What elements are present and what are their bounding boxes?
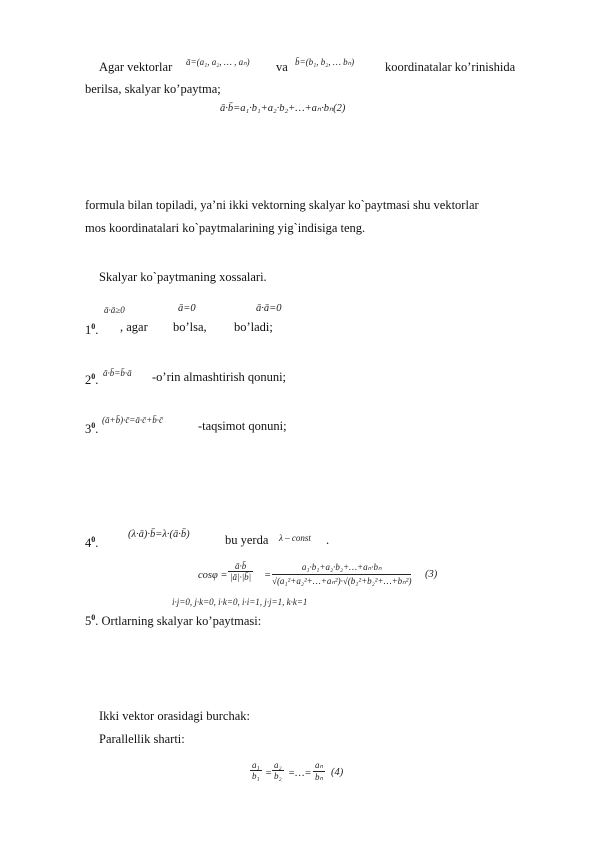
- prop2-number: $2^0$.: [85, 372, 99, 387]
- prop1-agar: , agar: [120, 320, 148, 334]
- prop4-number: $4^0$.: [85, 535, 99, 550]
- cos-formula-fraction2: [272, 562, 411, 587]
- formula-explanation-line1: formula bilan topiladi, ya’ni ikki vektorning skalyar ko`paytmasi shu vektorlar: [85, 198, 479, 212]
- parallel-fraction1-numerator: a₁: [252, 760, 260, 770]
- intro-text-suffix: koordinatalar ko’rinishida: [385, 60, 516, 74]
- parallel-fraction3-numerator: aₙ: [315, 760, 324, 770]
- parallel-fraction1: [250, 760, 262, 781]
- prop3-number-value: 3: [85, 422, 92, 436]
- prop4-bu-yerda: bu yerda: [225, 533, 269, 547]
- prop1-number: $1^0$.: [85, 322, 99, 337]
- prop4-period: .: [326, 533, 330, 547]
- parallel-formula-tag: (4): [331, 767, 344, 778]
- vector-a-coordinates: ā=(a₁, a₂, … , aₙ): [186, 57, 250, 67]
- prop2-number-value: 2: [85, 373, 92, 387]
- prop3-formula: (ā+b̄)·c̄=ā·c̄+b̄·c̄: [102, 415, 163, 425]
- cos-formula-tag: (3): [425, 569, 438, 580]
- angle-heading: Ikki vektor orasidagi burchak:: [99, 709, 250, 723]
- vector-b-coordinates: b̄=(b₁, b₂, … bₙ): [295, 57, 355, 67]
- prop1-formula-zero-vector: ā=0: [178, 303, 196, 314]
- cos-formula-fraction1-numerator: ā·b̄: [228, 561, 253, 572]
- prop1-formula-nonneg: ā·ā≥0: [104, 305, 125, 315]
- formula-explanation-line2: mos koordinatalari ko`paytmalarining yig`indisiga teng.: [85, 221, 366, 235]
- parallel-fraction1-denominator: b₁: [252, 771, 260, 781]
- intro-text-line2: berilsa, skalyar ko’paytma;: [85, 82, 221, 96]
- cos-formula-fraction2-numerator: a₁·b₁+a₂·b₂+…+aₙ·bₙ: [272, 562, 411, 575]
- conjunction-va: va: [276, 60, 288, 74]
- parallel-equals1: =: [265, 768, 273, 779]
- prop4-formula: (λ·ā)·b̄=λ·(ā·b̄): [128, 529, 190, 540]
- intro-text: Agar vektorlar: [99, 60, 173, 74]
- prop2-text: -o’rin almashtirish qonuni;: [152, 370, 287, 384]
- cos-formula-fraction1: [228, 561, 253, 582]
- cos-formula-fraction2-denominator: √(a₁²+a₂²+…+aₙ²)·√(b₁²+b₂²+…+bₙ²): [272, 576, 412, 586]
- prop5-text: $5^0$. Ortlarning skalyar ko’paytmasi:: [85, 613, 262, 628]
- parallel-fraction3: [313, 760, 325, 783]
- prop1-number-value: 1: [85, 323, 92, 337]
- properties-heading: Skalyar ko`paytmaning xossalari.: [99, 270, 267, 284]
- prop1-bolsa: bo’lsa,: [173, 320, 207, 334]
- prop3-text: -taqsimot qonuni;: [198, 419, 287, 433]
- parallel-fraction2-numerator: a₂: [274, 760, 282, 770]
- prop1-formula-product-zero: ā·ā=0: [256, 303, 282, 314]
- cos-formula-fraction1-denominator: |ā|·|b̄|: [230, 572, 252, 582]
- parallel-heading: Parallellik sharti:: [99, 732, 185, 746]
- prop4-lambda-const: λ – const: [279, 533, 311, 543]
- prop2-formula: ā·b̄=b̄·ā: [103, 368, 132, 378]
- unit-vectors-formula: i·j=0, j·k=0, i·k=0, i·i=1, j·j=1, k·k=1: [172, 597, 308, 607]
- prop3-number: $3^0$.: [85, 421, 99, 436]
- scalar-product-formula: ā·b̄=a₁·b₁+a₂·b₂+…+aₙ·bₙ(2): [220, 103, 346, 114]
- prop5-number-value: 5: [85, 614, 92, 628]
- parallel-equals2: =…=: [288, 768, 312, 779]
- parallel-fraction2: [272, 760, 284, 781]
- prop5-label: . Ortlarning skalyar ko’paytmasi:: [95, 614, 262, 628]
- prop1-boladi: bo’ladi;: [234, 320, 273, 334]
- prop4-number-value: 4: [85, 536, 92, 550]
- cos-formula-lhs: cosφ =: [198, 570, 228, 581]
- cos-formula-equals: =: [264, 570, 272, 581]
- parallel-fraction2-denominator: b₂: [274, 771, 282, 781]
- parallel-fraction3-denominator: bₙ: [315, 772, 324, 782]
